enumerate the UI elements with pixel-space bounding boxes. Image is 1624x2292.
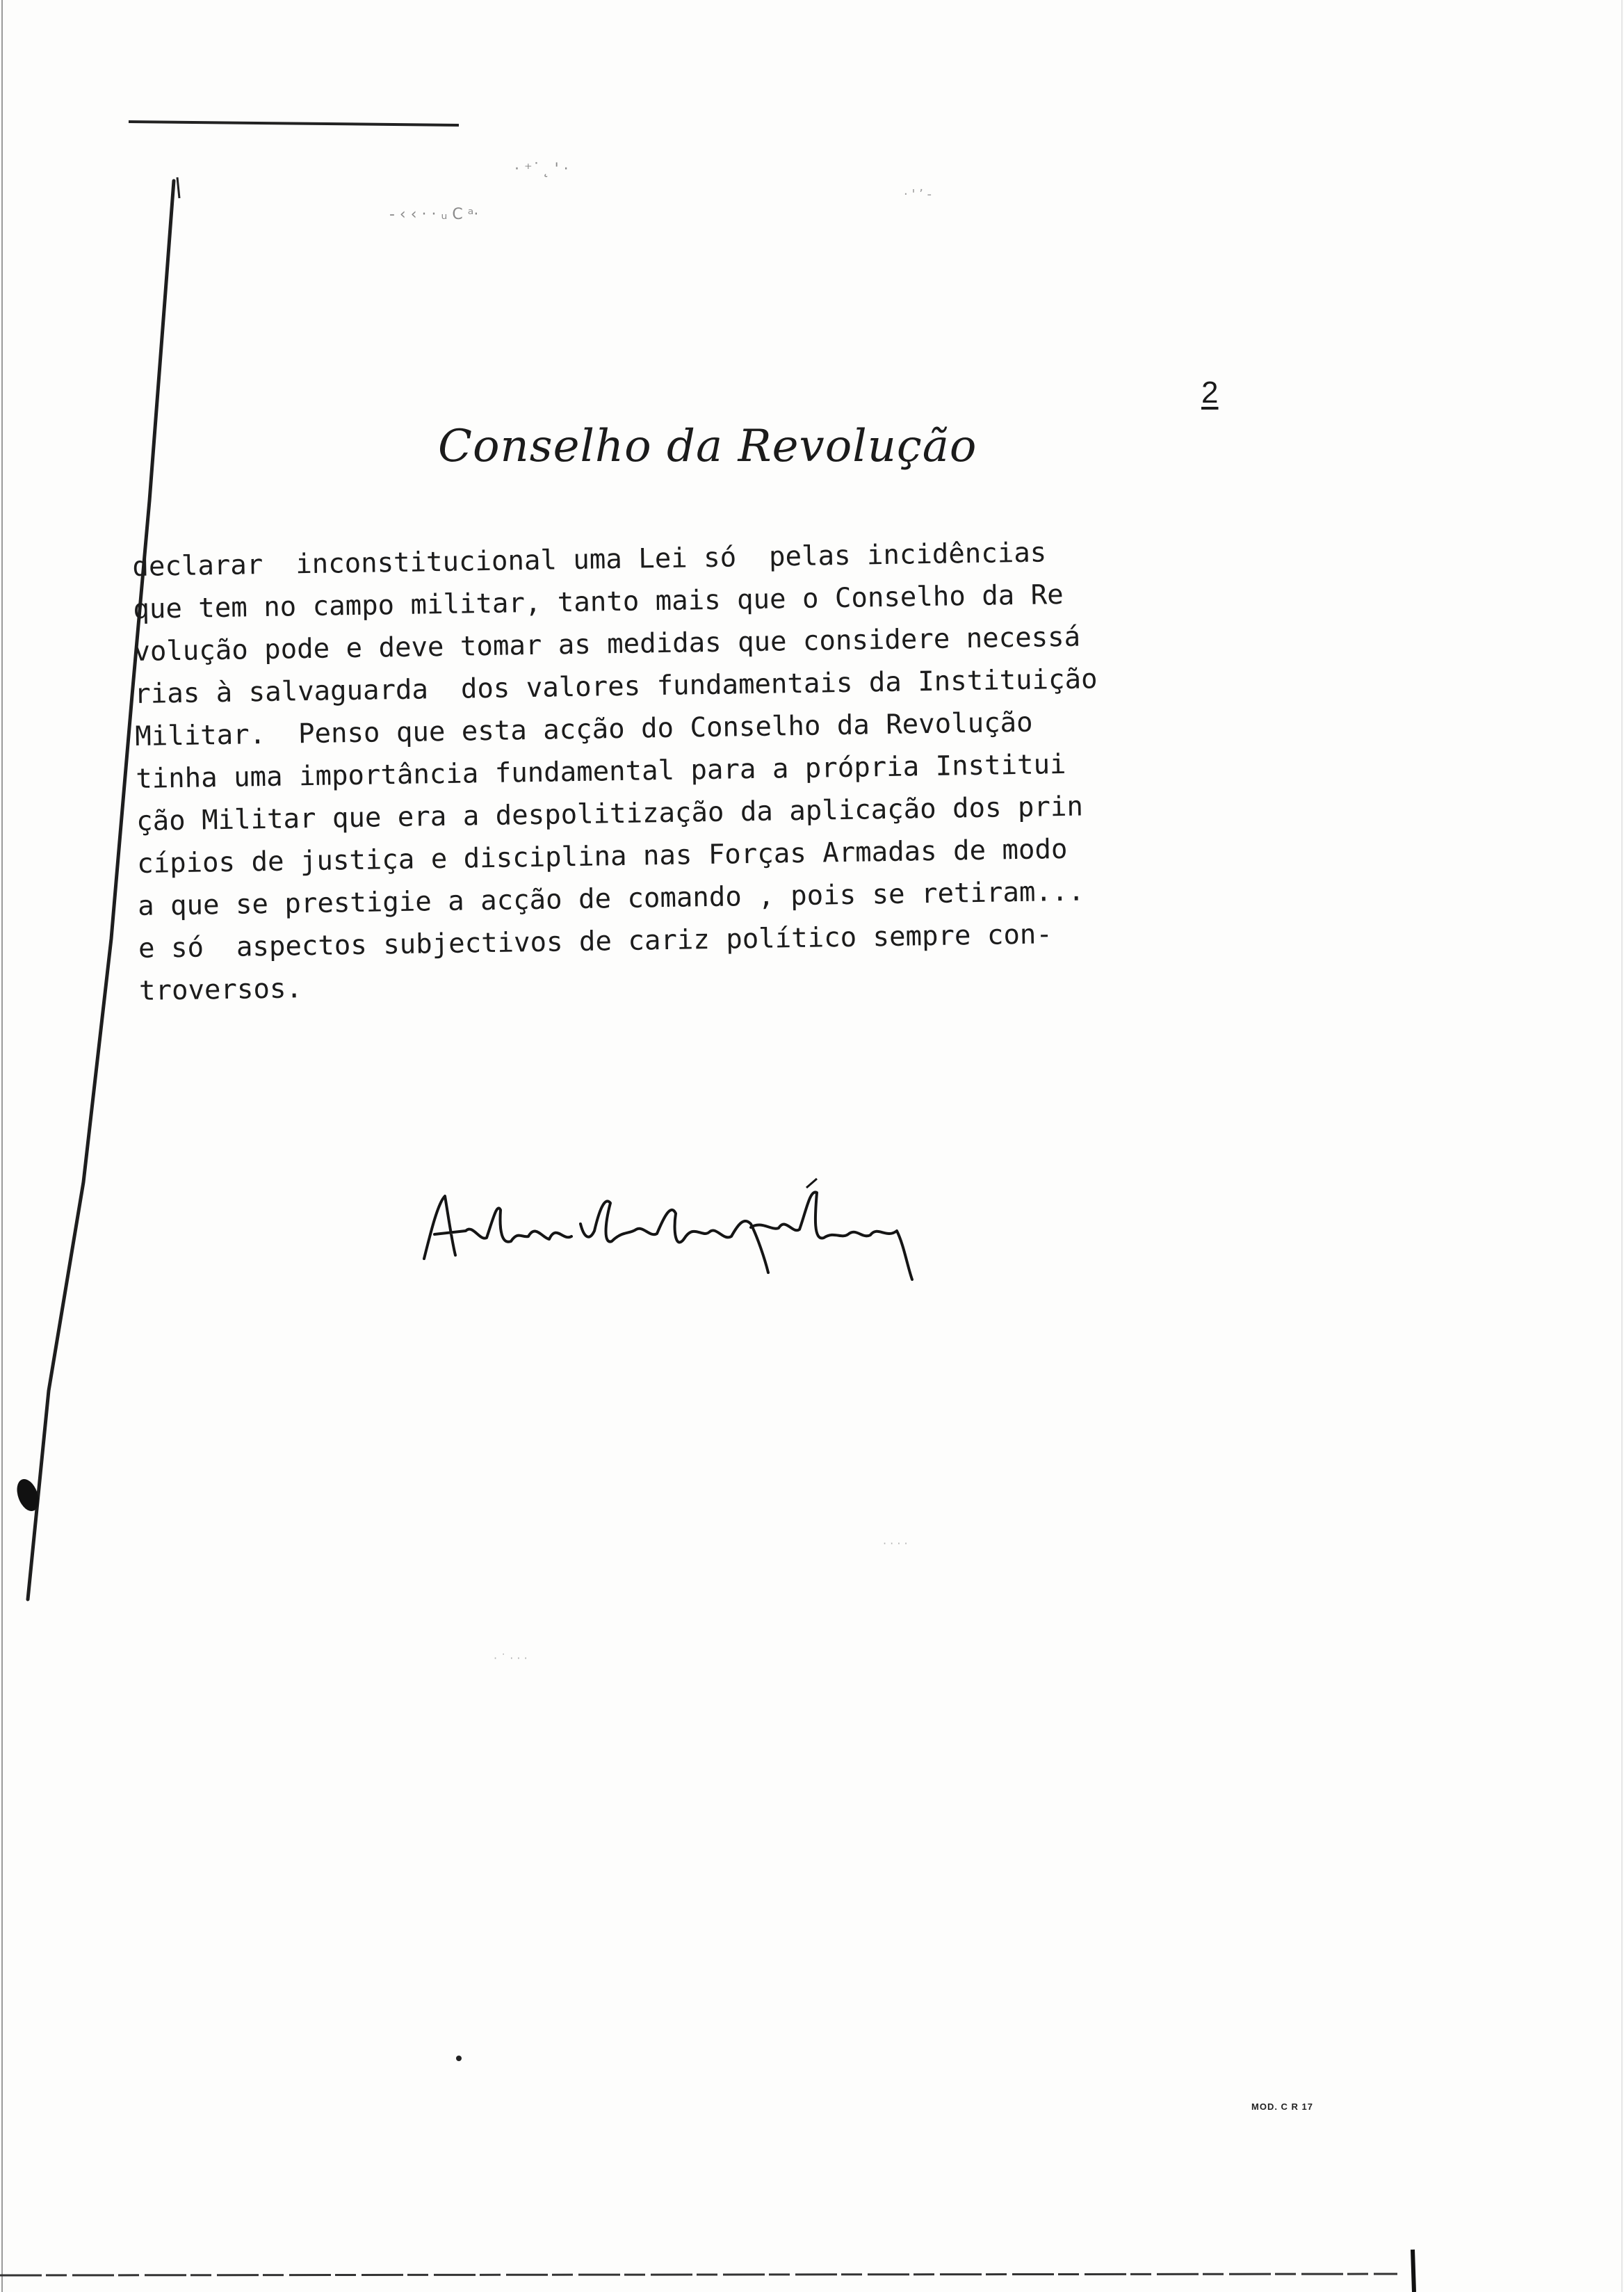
svg-text:· ˙ · · ·: · ˙ · · · — [494, 1652, 528, 1665]
svg-text:· · · ·: · · · · — [883, 1537, 908, 1550]
body-line: rias à salvaguarda dos valores fundamentais da Instituição — [134, 663, 1098, 710]
body-line: ção Militar que era a despolitização da aplicação dos prin — [136, 791, 1084, 837]
body-line: troversos. — [138, 973, 303, 1007]
body-text — [132, 528, 1224, 1012]
handwritten-signature — [417, 1175, 918, 1286]
body-line: declarar inconstitucional uma Lei só pelas incidências — [132, 537, 1047, 583]
body-line: a que se prestigie a acção de comando , pois se retiram... — [137, 875, 1085, 922]
page-number: 2 — [1201, 376, 1219, 410]
form-code: MOD. C R 17 — [1251, 2101, 1314, 2112]
top-rule — [129, 122, 459, 125]
body-line: e só aspectos subjectivos de cariz político sempre con- — [138, 919, 1053, 965]
body-line: Militar. Penso que esta acção do Conselho da Revolução — [134, 707, 1033, 752]
letterhead-title: Conselho da Revolução — [438, 421, 977, 472]
body-line: tinha uma importância fundamental para a própria Institui — [135, 748, 1066, 795]
body-line: cípios de justiça e disciplina nas Forças Armadas de modo — [136, 833, 1068, 880]
body-line: que tem no campo militar, tanto mais que o Conselho da Re — [133, 579, 1064, 625]
svg-text:- ‹ ‹ · · ᵤ C ᵃ·: - ‹ ‹ · · ᵤ C ᵃ· — [389, 206, 479, 223]
bottom-rule — [0, 2274, 1397, 2275]
svg-text:· ⁺ ͘ ˛ ' ·: · ⁺ ͘ ˛ ' · — [514, 161, 569, 178]
body-line: volução pode e deve tomar as medidas que considere necessá — [133, 621, 1081, 668]
svg-text:· ' ʼ -: · ' ʼ - — [904, 187, 932, 202]
